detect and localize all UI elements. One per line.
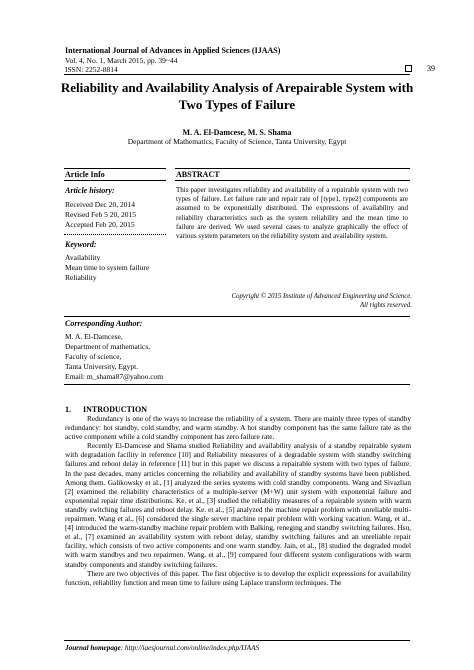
journal-volume: Vol. 4, No. 1, March 2015, pp. 39~44 xyxy=(65,56,178,65)
paper-title xyxy=(60,79,414,113)
paper-affiliation: Department of Mathematics, Faculty of Science, Tanta University, Egypt xyxy=(127,137,347,146)
page-box-icon xyxy=(405,65,412,72)
article-info-heading: Article Info xyxy=(65,170,105,179)
footer-rule xyxy=(64,640,410,641)
corresponding-heading: Corresponding Author: xyxy=(65,319,143,328)
corresponding-university: Tanta University, Egypt. xyxy=(65,362,139,371)
header-rule xyxy=(64,74,410,75)
corresponding-bottom-rule xyxy=(64,384,410,385)
homepage-url[interactable]: : http://iaesjournal.com/online/index.php/IJAAS xyxy=(120,644,260,652)
keyword-item: Mean time to system failure xyxy=(65,263,150,272)
title-line-1: Reliability and Availability Analysis of Arepairable System with xyxy=(60,80,414,95)
info-sub-rule xyxy=(64,180,166,181)
copyright-line-1: Copyright © 2015 Institute of Advanced Engineering and Science. xyxy=(231,293,412,300)
corresponding-name: M. A. El-Damcese, xyxy=(65,332,123,341)
introduction-heading: 1. INTRODUCTION xyxy=(65,405,148,414)
introduction-body xyxy=(65,414,411,587)
keyword-item: Availability xyxy=(65,253,101,262)
corresponding-faculty: Faculty of science, xyxy=(65,352,122,361)
title-line-2: Two Types of Failure xyxy=(178,97,296,112)
history-heading: Article history: xyxy=(65,186,115,195)
abstract-heading: ABSTRACT xyxy=(176,170,220,179)
history-divider xyxy=(64,234,166,235)
copyright-line-2: All rights reserved. xyxy=(359,301,412,309)
paper-authors: M. A. El-Damcese, M. S. Shama xyxy=(182,128,292,137)
info-top-rule xyxy=(64,168,166,169)
abstract-top-rule xyxy=(175,168,410,169)
history-received: Received Dec 20, 2014 xyxy=(65,200,135,209)
keyword-list xyxy=(65,253,149,283)
history-list xyxy=(65,200,136,230)
corresponding-dept: Department of mathematics, xyxy=(65,342,151,351)
history-revised: Revised Feb 5 20, 2015 xyxy=(65,210,137,219)
corresponding-top-rule xyxy=(64,316,410,317)
journal-issn: ISSN: 2252-8814 xyxy=(65,65,118,74)
page-number: 39 xyxy=(427,64,435,73)
corresponding-email: Email: m_shama87@yahoo.com xyxy=(65,372,164,381)
intro-paragraph-1: Redundancy is one of the ways to increase the reliability of a system. There are mainly three types of standby redundancy: hot standby, cold standby, and warm standby. A hot standby component has the same failure rate as the active component while a cold standby component has zero failure rate. xyxy=(65,414,411,442)
journal-name: International Journal of Advances in Applied Sciences (IJAAS) xyxy=(65,46,281,55)
intro-paragraph-2: Recently El-Damcese and Shama studied Reliability and availability analysis of a standby repairable system with degradation facility in reference [10] and Reliability measures of a degradable system with standby switching failures and reboot delay in reference [11] but in this paper we discuss a repairable system with two types of failure. In the past decades, many articles concerning the reliability and availability of standby systems have been published. Among them. Galikowsky et al., [1] analyzed the series systems with cold standby components. Wang and Sivazlian [2] examined the reliability characteristics of a multiple-server (M+W) unit system with exponential failure and exponential repair time distributions. Ke. et al., [3] studied the reliability measures of a repairable system with warm standby switching failures and reboot delay. Ke. et al., [5] analyzed the machine repair problem with unreliable multi-repairmen. Wang et al., [6] considered the single server machine repair problem with working vacation. Wang, et al., [4] introduced the warm-standby machine repair problem with Balking, reneging and standby switching failures. Hsu, et al., [7] examined an availability system with reboot delay, standby switching failures and an unreliable repair facility, which consists of two active components and one warm standby. Jain, et al., [8] studied the degraded model with warm standbys and two repairmen. Wang, et al., [9] compared four different system configurations with warm standby components and standby switching failures. xyxy=(65,441,411,569)
intro-paragraph-3: There are two objectives of this paper. The first objective is to develop the explicit expressions for availability function, reliability function and mean time to failure using Laplace transform techniques. The xyxy=(65,568,411,587)
journal-homepage xyxy=(65,644,259,652)
keyword-item: Reliability xyxy=(65,273,97,282)
corresponding-details xyxy=(65,332,163,382)
copyright-notice xyxy=(176,293,412,310)
homepage-label: Journal homepage xyxy=(65,644,121,652)
keyword-heading: Keyword: xyxy=(65,240,97,249)
abstract-text: This paper investigates reliability and availability of a repairable system with two types of failure. Let failure rate and repair rate of [type1, type2] components are assumed to be exponentially distributed. The expressions of availability and reliability characteristics such as the system reliability and the mean time to failure are derived. We used several cases to analyze graphically the effect of various system parameters on the reliability system and availability system. xyxy=(176,186,408,241)
history-accepted: Accepted Feb 20, 2015 xyxy=(65,220,135,229)
abstract-sub-rule xyxy=(175,180,410,181)
